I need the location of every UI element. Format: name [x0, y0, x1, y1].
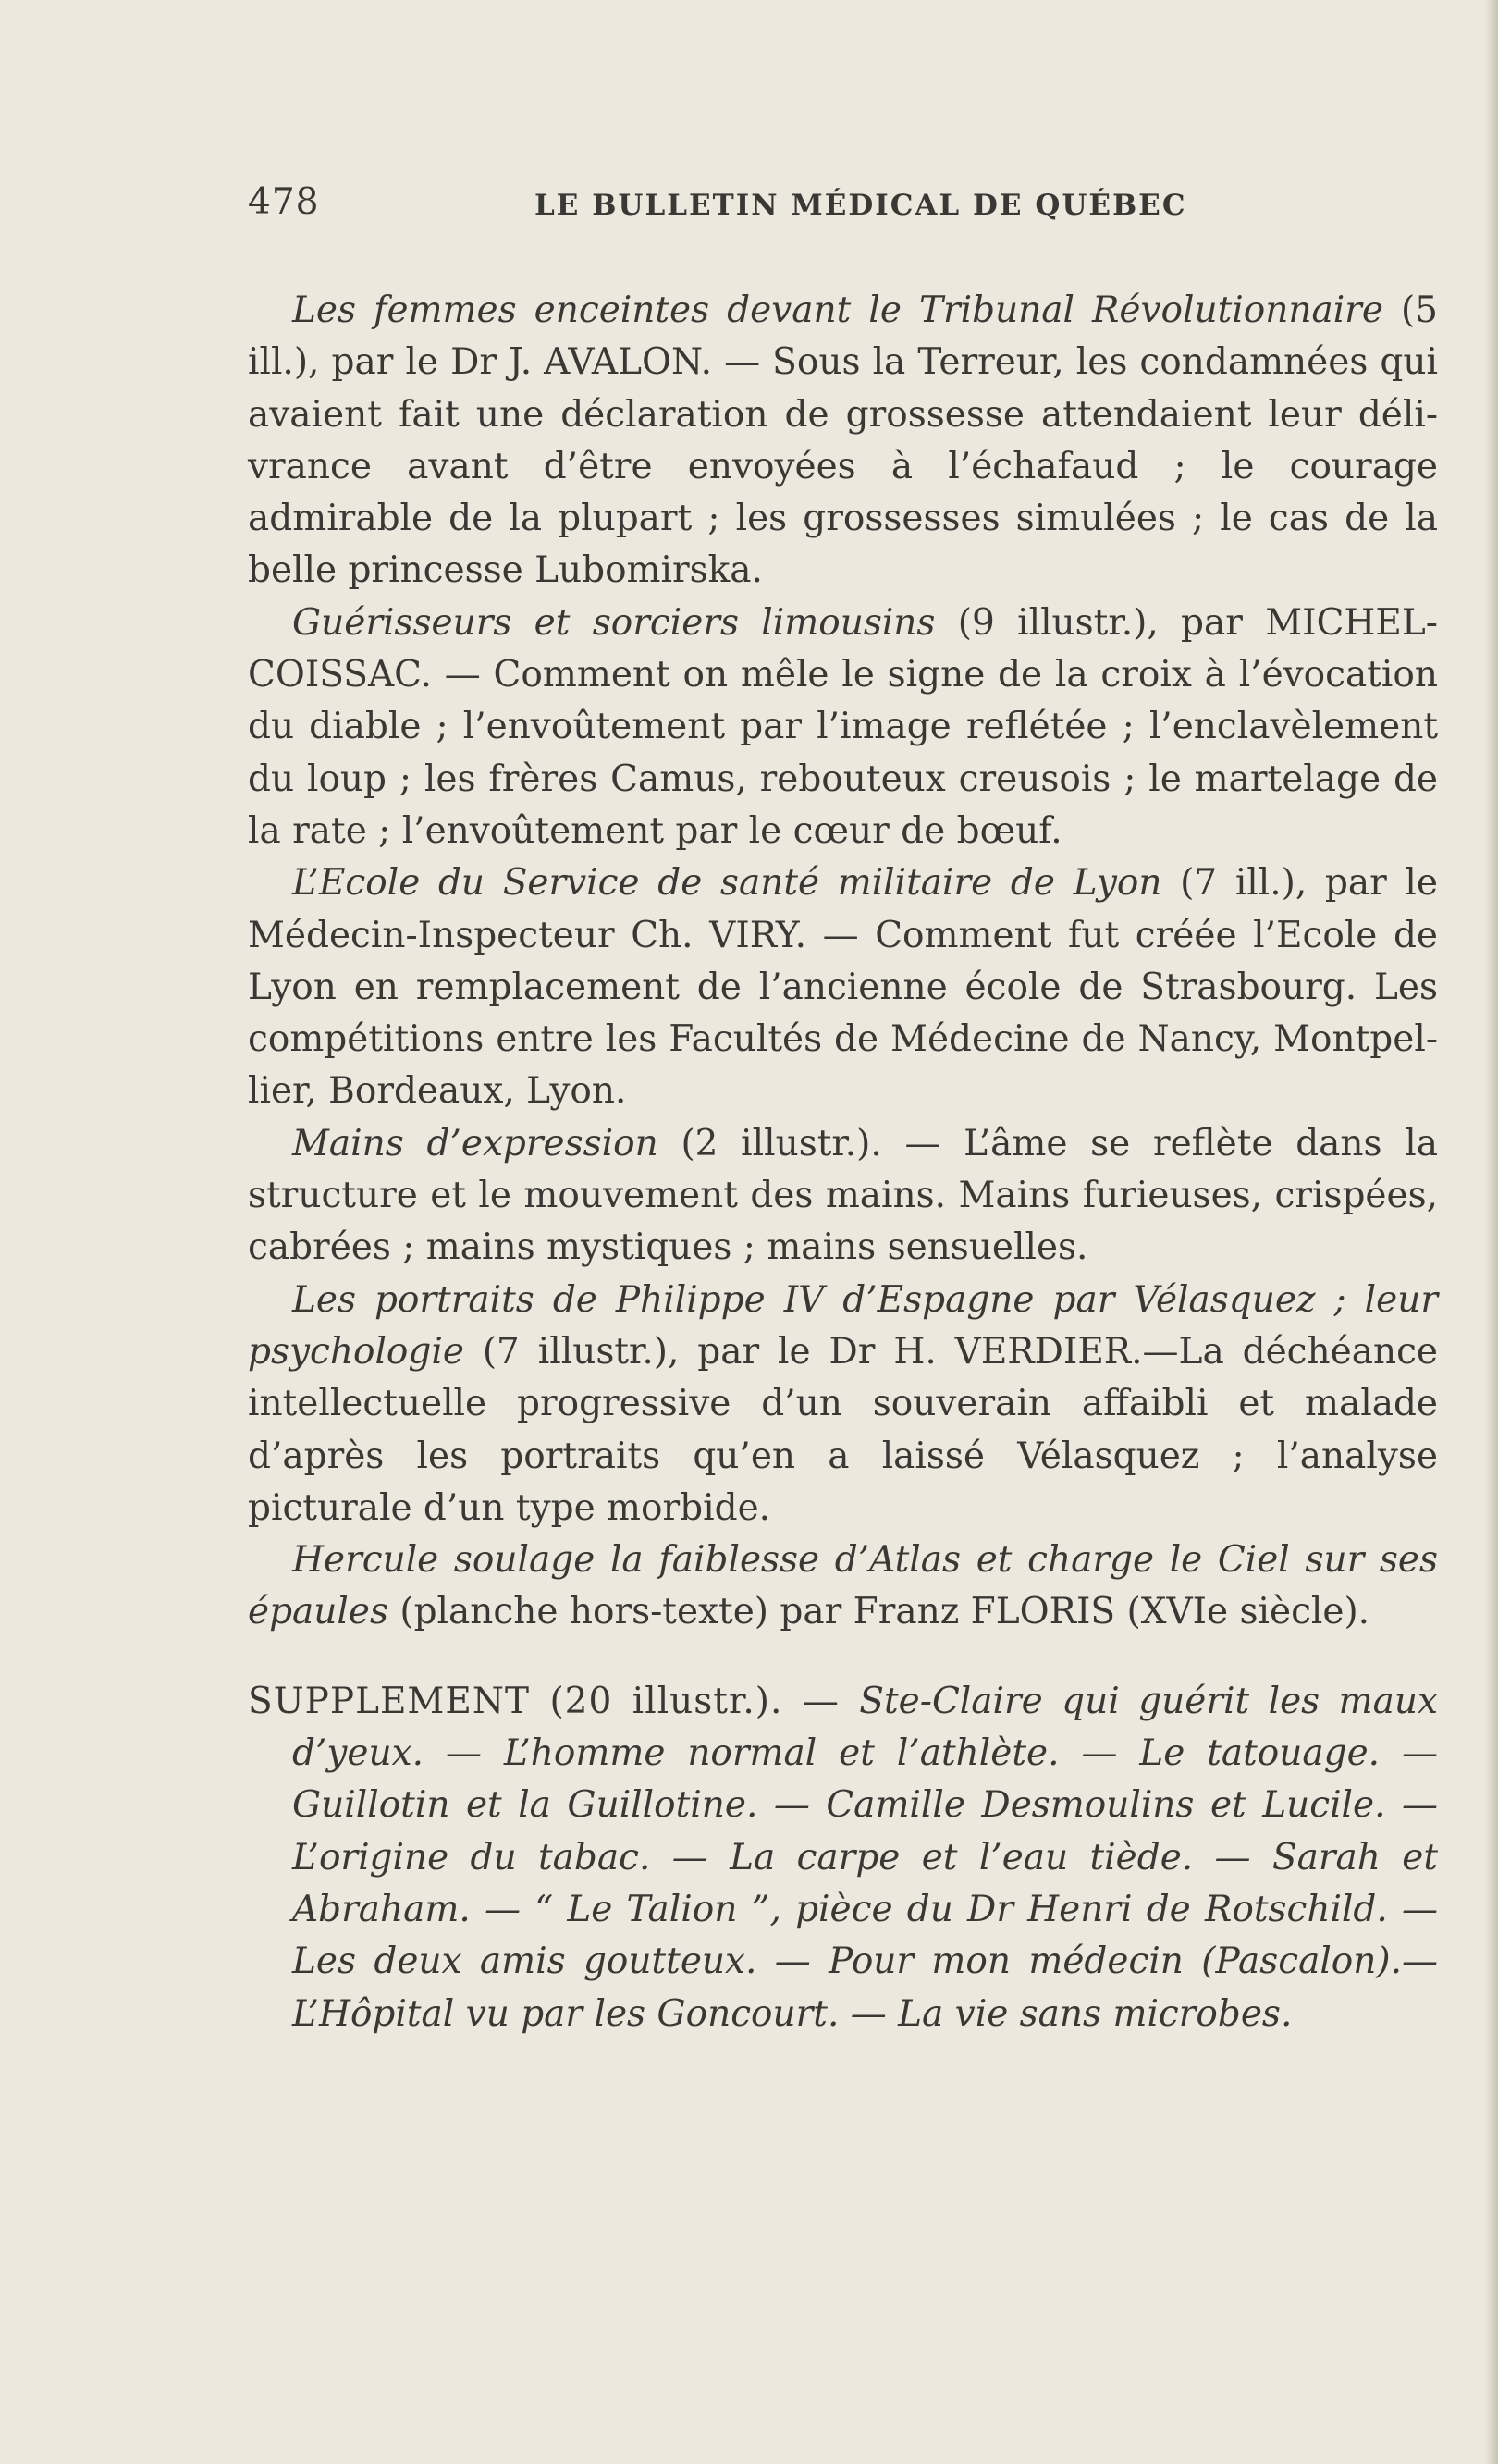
entry-text: (7 illustr.), par le Dr H. VERDIER.—La déchéance intellectuelle progressive d’un souverain affaibli et malade d’après les portraits qu’en a laissé Vélasquez ; l’analyse picturale d’un type morbide.	[248, 1330, 1438, 1529]
entry-text: (7 ill.), par le Médecin-Inspecteur Ch. VIRY. — Comment fut créée l’Ecole de Lyon en remplacement de l’ancienne école de Strasbourg. Les compétitions entre les Facultés de Médecine de Nancy, Montpellier, Bordeaux, Lyon.	[248, 862, 1438, 1113]
entry-text: (planche hors-texte) par Franz FLORIS (XVIe siècle).	[387, 1591, 1370, 1633]
entry-viry	[248, 857, 1438, 1117]
supplement-section	[248, 1676, 1438, 2040]
running-title: LE BULLETIN MÉDICAL DE QUÉBEC	[534, 189, 1187, 222]
page-header	[248, 181, 1438, 228]
page-number: 478	[248, 181, 320, 223]
page-edge-shadow	[1485, 0, 1498, 2464]
entry-title: Mains d’expression	[292, 1122, 658, 1164]
entry-avalon	[248, 285, 1438, 598]
entry-title: Les portraits de Philippe IV d’Espagne par Vélasquez ; leur psychologie	[248, 1278, 1438, 1373]
entry-text: (2 illustr.). — L’âme se reflète dans la structure et le mouvement des mains. Mains furieuses, crispées, cabrées ; mains mystiques ; mains sensuelles.	[248, 1122, 1438, 1269]
supplement-items: Ste-Claire qui guérit les maux d’yeux. — L’homme normal et l’athlète. — Le tatouage. — Guillotin et la Guillotine. — Camille Desmoulins et Lucile. — L’origine du tabac. — La carpe et l’eau tiède. — Sarah et Abraham. — “ Le Talion ”, pièce du Dr Henri de Rotschild. — Les deux amis goutteux. — Pour mon médecin (Pascalon).— L’Hôpital vu par les Goncourt. — La vie sans microbes.	[292, 1680, 1439, 2035]
entry-title: Guérisseurs et sorciers limousins	[292, 601, 936, 644]
entry-title: Hercule soulage la faiblesse d’Atlas et charge le Ciel sur ses épaules	[248, 1539, 1438, 1633]
entry-title: L’Ecole du Service de santé militaire de Lyon	[292, 862, 1162, 905]
entry-verdier	[248, 1275, 1438, 1534]
entry-title: Les femmes enceintes devant le Tribunal Révolutionnaire	[292, 290, 1383, 331]
entry-michel-coissac	[248, 598, 1438, 857]
entry-mains	[248, 1118, 1438, 1275]
entry-text: (9 illustr.), par MICHEL-COISSAC. — Comment on mêle le signe de la croix à l’évocation du diable ; l’envoûtement par l’image reflétée ; l’enclavèlement du loup ; les frères Camus, rebouteux creusois ; le martelage de la rate ; l’envoûtement par le cœur de bœuf.	[248, 601, 1438, 852]
entry-text: (5 ill.), par le Dr J. AVALON. — Sous la Terreur, les condamnées qui avaient fait une déclaration de grossesse attendaient leur délivrance avant d’être envoyées à l’échafaud ; le courage admirable de la plupart ; les grossesses simulées ; le cas de la belle princesse Lubomirska.	[248, 290, 1438, 592]
entry-floris	[248, 1534, 1438, 1639]
article-listing	[248, 285, 1438, 2040]
supplement-label: SUPPLEMENT (20 illustr.). —	[248, 1680, 860, 1722]
